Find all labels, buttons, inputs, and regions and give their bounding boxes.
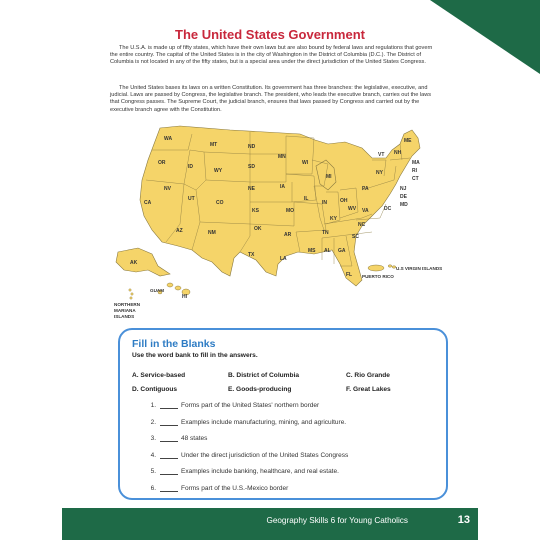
- question-item: [144, 419, 434, 436]
- label-mt: MT: [210, 142, 218, 148]
- question-text: Examples include banking, healthcare, and real estate.: [181, 468, 339, 475]
- question-number: 4.: [150, 451, 156, 459]
- label-mo: MO: [286, 208, 295, 214]
- question-item: [144, 435, 434, 452]
- government-paragraph: The United States bases its laws on a written Constitution. Its government has three branches: the legislative, executive, and judicial. Laws are passed by Congress, the legislative branch. The president, who leads the executive branch, carries out the laws that Congress passes. The Supreme Court, the judicial branch, ensures that laws passed by Congress and carried out by the executive branch agree with the Constitution.: [110, 85, 432, 113]
- label-nh: NH: [394, 150, 402, 156]
- label-ia: IA: [280, 184, 285, 190]
- label-ar: AR: [284, 232, 292, 238]
- label-ak: AK: [130, 260, 138, 266]
- label-al: AL: [324, 248, 331, 254]
- label-ca: CA: [144, 200, 152, 206]
- label-oh: OH: [340, 198, 348, 204]
- question-number: 3.: [150, 435, 156, 442]
- question-item: [144, 485, 434, 502]
- question-text: 48 states: [181, 435, 208, 442]
- mariana-islands-shape: [129, 289, 133, 299]
- label-ks: KS: [252, 208, 259, 214]
- page-number: 13: [457, 514, 470, 526]
- label-me: ME: [404, 138, 412, 144]
- label-md: MD: [400, 202, 408, 208]
- question-number: 6.: [150, 484, 156, 492]
- label-dc: DC: [384, 206, 392, 212]
- label-northern-mariana: NORTHERN: [114, 302, 141, 307]
- label-or: OR: [158, 160, 166, 166]
- label-northern-mariana-2: MARIANA: [114, 308, 136, 313]
- label-wv: WV: [348, 206, 357, 212]
- label-tn: TN: [322, 230, 329, 236]
- label-hi: HI: [182, 294, 187, 300]
- answer-blank[interactable]: [160, 468, 178, 475]
- label-ct: CT: [412, 176, 419, 182]
- label-virgin-islands: U.S VIRGIN ISLANDS: [396, 266, 443, 271]
- virgin-islands-shape: [388, 265, 396, 268]
- label-pa: PA: [362, 186, 369, 192]
- label-ky: KY: [330, 216, 337, 222]
- label-ok: OK: [254, 226, 262, 232]
- label-nv: NV: [164, 186, 171, 192]
- fill-in-instruction: Use the word bank to fill in the answers.: [132, 352, 258, 359]
- label-ny: NY: [376, 170, 383, 176]
- label-ms: MS: [308, 248, 316, 254]
- word-bank-f: F. Great Lakes: [346, 386, 391, 393]
- label-ne: NE: [248, 186, 255, 192]
- label-vt: VT: [378, 152, 385, 158]
- question-item: [144, 468, 434, 485]
- label-northern-mariana-3: ISLANDS: [114, 314, 135, 319]
- label-wa: WA: [164, 136, 173, 142]
- question-number: 5.: [150, 468, 156, 475]
- answer-blank[interactable]: [160, 419, 178, 426]
- question-text: Examples include manufacturing, mining, and agriculture.: [181, 418, 347, 426]
- fill-in-the-blanks-box: [118, 328, 448, 500]
- label-puerto-rico: PUERTO RICO: [362, 274, 394, 279]
- word-bank-c: C. Rio Grande: [346, 372, 390, 379]
- answer-blank[interactable]: [160, 402, 178, 409]
- alaska-shape: [116, 248, 170, 276]
- question-list: [144, 402, 434, 501]
- question-item: [144, 452, 434, 469]
- label-tx: TX: [248, 252, 255, 258]
- label-de: DE: [400, 194, 407, 200]
- label-co: CO: [216, 200, 224, 206]
- label-ut: UT: [188, 196, 195, 202]
- word-bank-d: D. Contiguous: [132, 386, 178, 393]
- label-nj: NJ: [400, 186, 407, 192]
- footer-bar: [62, 508, 478, 540]
- label-ma: MA: [412, 160, 420, 166]
- label-il: IL: [304, 196, 309, 202]
- word-bank-a: A. Service-based: [132, 372, 186, 379]
- label-ga: GA: [338, 248, 346, 254]
- question-text: Under the direct jurisdiction of the United States Congress: [181, 451, 349, 459]
- book-title: Geography Skills 6 for Young Catholics: [266, 516, 408, 525]
- question-number: 2.: [150, 418, 156, 426]
- question-number: 1.: [150, 402, 156, 409]
- fill-in-title: Fill in the Blanks: [132, 338, 216, 350]
- question-text: Forms part of the U.S.-Mexico border: [181, 484, 289, 492]
- label-az: AZ: [176, 228, 183, 234]
- answer-blank[interactable]: [160, 485, 178, 492]
- label-in: IN: [322, 200, 327, 206]
- label-sc: SC: [352, 234, 359, 240]
- label-wy: WY: [214, 168, 223, 174]
- label-nm: NM: [208, 230, 216, 236]
- label-sd: SD: [248, 164, 255, 170]
- label-id: ID: [188, 164, 193, 170]
- label-nd: ND: [248, 144, 256, 150]
- word-bank-b: B. District of Columbia: [228, 372, 300, 379]
- answer-blank[interactable]: [160, 435, 178, 442]
- label-guam: GUAM: [150, 288, 165, 293]
- label-nc: NC: [358, 222, 366, 228]
- label-va: VA: [362, 208, 369, 214]
- answer-blank[interactable]: [160, 452, 178, 459]
- puerto-rico-shape: [368, 265, 384, 271]
- page-title: The United States Government: [175, 27, 365, 42]
- question-text: Forms part of the United States' northern border: [181, 402, 320, 409]
- label-mn: MN: [278, 154, 286, 160]
- word-bank-e: E. Goods-producing: [228, 386, 292, 393]
- intro-paragraph: The U.S.A. is made up of fifty states, which have their own laws but are also bound by federal laws and regulations that govern the entire country. The capital of the United States is in the city of Washington in the District of Columbia (D.C.). The District of Columbia is not located in any of the fifty states, but is a special area under the direct jurisdiction of the United States Congress.: [110, 45, 433, 66]
- label-mi: MI: [326, 174, 332, 180]
- label-wi: WI: [302, 160, 309, 166]
- label-ri: RI: [412, 168, 417, 174]
- label-fl: FL: [346, 272, 353, 278]
- question-item: [144, 402, 434, 419]
- label-la: LA: [280, 256, 287, 262]
- us-map: [100, 120, 460, 325]
